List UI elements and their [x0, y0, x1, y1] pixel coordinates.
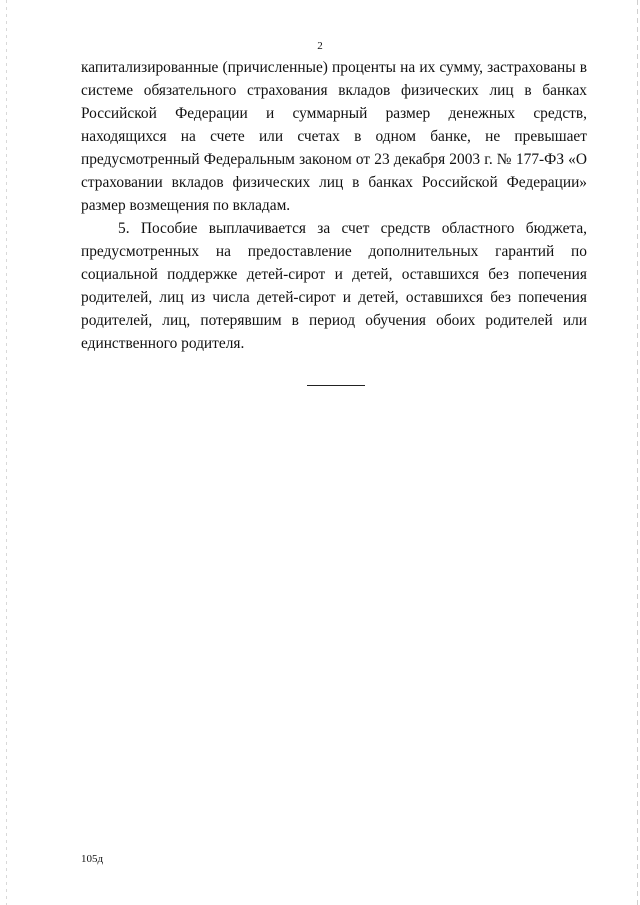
paragraph-5: 5. Пособие выплачивается за счет средств областного бюджета, предусмотренных на предоставление дополнительных гарантий по социальной поддержке детей-сирот и детей, оставшихся без попечения родителей, лиц из числа детей-сирот и детей, оставшихся без попечения родителей, лиц, потерявшим в период обучения обоих родителей или единственного родителя.	[81, 220, 587, 352]
scan-edge-left	[6, 0, 7, 905]
document-body	[81, 56, 587, 355]
end-separator-line	[307, 385, 365, 386]
paragraph-continued: капитализированные (причисленные) проценты на их сумму, застрахованы в системе обязательного страхования вкладов физических лиц в банках Российской Федерации и суммарный размер денежных средств, находящихся на счете или счетах в одном банке, не превышает предусмотренный Федеральным законом от 23 декабря 2003 г. № 177-ФЗ «О страховании вкладов физических лиц в банках Российской Федерации» размер возмещения по вкладам.	[81, 59, 587, 214]
page-number: 2	[317, 40, 323, 52]
scan-edge-right	[637, 0, 638, 905]
footer-document-code: 105д	[81, 853, 104, 865]
